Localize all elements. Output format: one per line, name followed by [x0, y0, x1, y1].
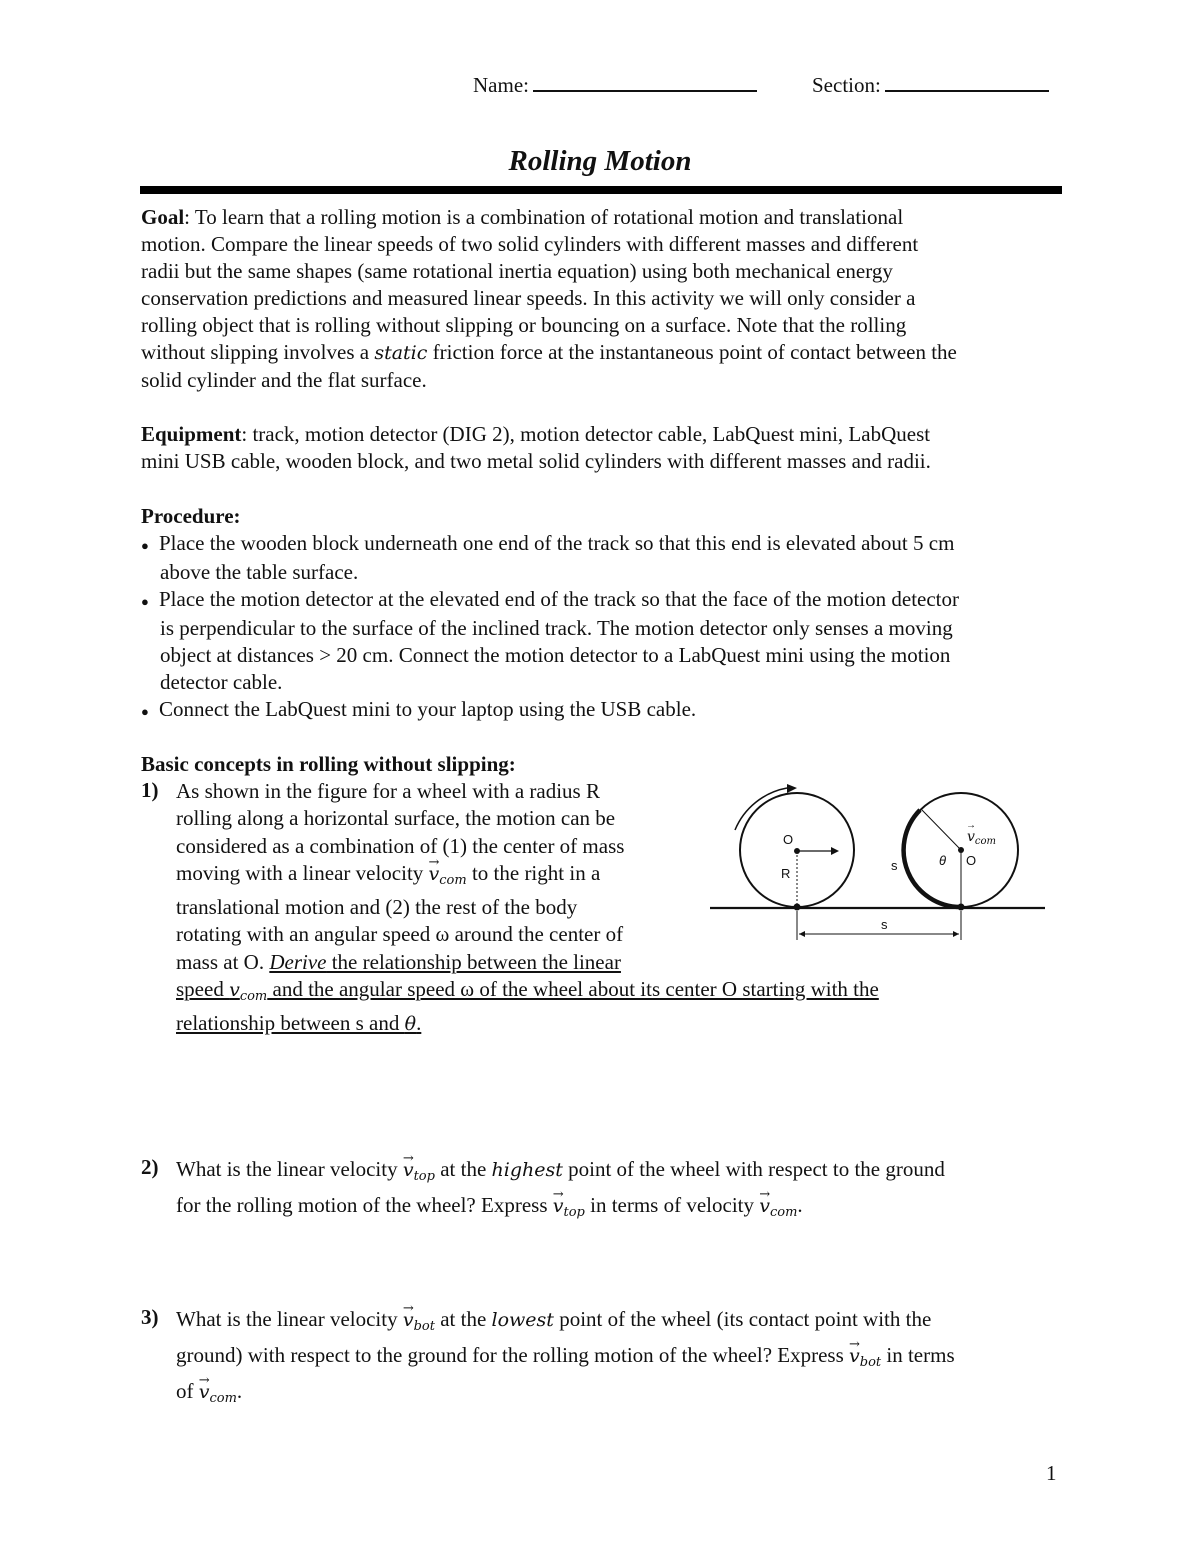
q1-line: rotating with an angular speed ω around the center of	[176, 922, 624, 947]
rolled-arc	[904, 810, 961, 907]
rotation-arrowhead-icon	[787, 784, 797, 793]
label-theta: θ	[939, 853, 947, 868]
procedure-item-cont: object at distances > 20 cm. Connect the motion detector to a LabQuest mini using the motion	[160, 643, 951, 667]
q1-line: speed $v_{com}$ and the angular speed ω of the wheel about its center O starting with the	[176, 977, 879, 1005]
section-blank[interactable]	[885, 74, 1049, 92]
v-com-symbol: → $v_{com}$	[199, 1378, 237, 1413]
equipment-paragraph	[141, 421, 1061, 475]
v-com-symbol: → $v_{com}$	[759, 1192, 797, 1227]
procedure-item-cont: is perpendicular to the surface of the inclined track. The motion detector only senses a moving	[160, 616, 953, 640]
name-label: Name:	[473, 73, 529, 97]
rolling-wheel-figure	[705, 778, 1050, 948]
velocity-arrowhead-icon	[831, 847, 839, 855]
question-2-number: 2)	[141, 1155, 159, 1179]
procedure-item-cont: detector cable.	[160, 670, 283, 694]
q3-line: of → $v_{com}$.	[176, 1377, 955, 1413]
v-top-symbol: → $v_{top}$	[553, 1192, 585, 1227]
procedure-heading: Procedure:	[141, 504, 241, 528]
bullet-icon: ●	[141, 538, 149, 553]
question-1-number: 1)	[141, 778, 159, 802]
section-field[interactable]	[812, 72, 1049, 99]
v-bot-symbol: → $v_{bot}$	[849, 1342, 881, 1377]
goal-label: Goal	[141, 205, 185, 229]
bullet-icon: ●	[141, 594, 149, 609]
page-number: 1	[1046, 1461, 1057, 1485]
label-s-distance: s	[881, 917, 888, 932]
equipment-line: : track, motion detector (DIG 2), motion detector cable, LabQuest mini, LabQuest	[241, 422, 931, 446]
procedure-item-cont: above the table surface.	[160, 560, 359, 584]
q1-line: translational motion and (2) the rest of the body	[176, 895, 578, 920]
contact-point-left	[794, 904, 801, 911]
concepts-heading: Basic concepts in rolling without slipping:	[141, 752, 516, 776]
static-term: static	[374, 342, 428, 364]
goal-line: solid cylinder and the flat surface.	[141, 368, 427, 392]
center-point-right	[958, 847, 964, 853]
goal-line: motion. Compare the linear speeds of two solid cylinders with different masses and different	[141, 232, 919, 256]
title-rule	[140, 186, 1062, 194]
v-top-symbol: → $v_{top}$	[403, 1156, 435, 1191]
label-v-com: $v_{com}$	[967, 829, 997, 847]
q1-line: considered as a combination of (1) the center of mass	[176, 833, 625, 858]
procedure-section	[141, 503, 1061, 725]
q2-line: What is the linear velocity → $v_{top}$ at the highest point of the wheel with respect to the ground	[176, 1155, 945, 1191]
procedure-item: ● Place the wooden block underneath one end of the track so that this end is elevated about 5 cm	[141, 530, 1061, 559]
name-blank[interactable]	[533, 74, 757, 92]
label-o-right: O	[966, 853, 977, 868]
name-field[interactable]	[473, 72, 757, 99]
q3-line: What is the linear velocity → $v_{bot}$ at the lowest point of the wheel (its contact point with the	[176, 1305, 955, 1341]
q1-line: mass at O. Derive the relationship between the linear	[176, 949, 621, 974]
angle-radius-line	[922, 810, 961, 850]
procedure-item: ● Place the motion detector at the elevated end of the track so that the face of the motion detector	[141, 586, 1061, 615]
question-3	[176, 1305, 955, 1413]
v-com-symbol: $v_{com}$	[229, 979, 268, 1005]
goal-line: rolling object that is rolling without slipping or bouncing on a surface. Note that the rolling	[141, 313, 907, 337]
question-2	[176, 1155, 945, 1227]
v-com-symbol: → $v_{com}$	[429, 861, 467, 894]
goal-line: : To learn that a rolling motion is a combination of rotational motion and translational	[184, 205, 904, 229]
q1-line: As shown in the figure for a wheel with a radius R	[176, 779, 600, 803]
label-v-com-arrow-icon: →	[966, 820, 976, 831]
goal-paragraph	[141, 204, 1061, 394]
equipment-label: Equipment	[141, 422, 242, 446]
bullet-icon: ●	[141, 704, 149, 719]
label-o-left: O	[783, 832, 794, 847]
q3-line: ground) with respect to the ground for the rolling motion of the wheel? Express → $v_{bot}$ in terms	[176, 1341, 955, 1377]
label-r: R	[781, 866, 791, 881]
goal-line: without slipping involves a static friction force at the instantaneous point of contact between the	[141, 340, 957, 364]
procedure-item: ● Connect the LabQuest mini to your laptop using the USB cable.	[141, 696, 1061, 725]
goal-line: radii but the same shapes (same rotational inertia equation) using both mechanical energy	[141, 259, 893, 283]
question-3-number: 3)	[141, 1305, 159, 1329]
q1-line: relationship between s and θ.	[176, 1011, 422, 1036]
v-bot-symbol: → $v_{bot}$	[403, 1306, 435, 1341]
goal-line: conservation predictions and measured linear speeds. In this activity we will only consider a	[141, 286, 916, 310]
theta-symbol: θ	[404, 1013, 417, 1036]
contact-point-right	[958, 904, 965, 911]
q2-line: for the rolling motion of the wheel? Express → $v_{top}$ in terms of velocity → $v_{com}$.	[176, 1191, 945, 1227]
equipment-line: mini USB cable, wooden block, and two metal solid cylinders with different masses and radii.	[141, 449, 931, 473]
distance-arrow-left-icon	[799, 931, 805, 937]
distance-arrow-right-icon	[953, 931, 959, 937]
rotation-arrow	[735, 788, 787, 830]
label-s-arc: s	[891, 858, 898, 873]
q1-line: moving with a linear velocity → $v_{com}$ to the right in a	[176, 860, 879, 894]
page-title: Rolling Motion	[508, 145, 692, 177]
section-label: Section:	[812, 73, 881, 97]
q1-line: rolling along a horizontal surface, the motion can be	[176, 806, 616, 831]
